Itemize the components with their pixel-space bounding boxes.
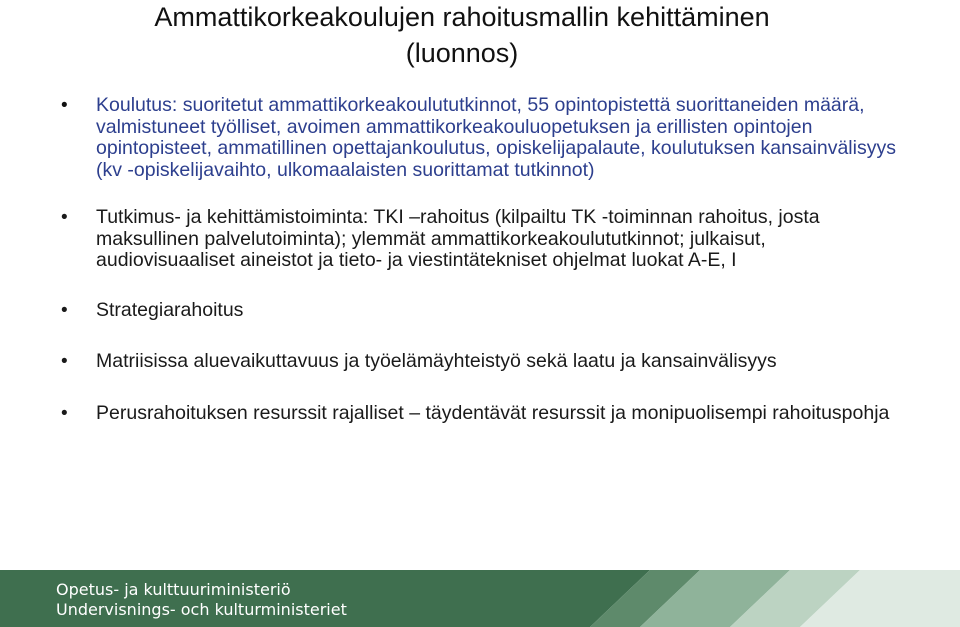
ministry-name-swedish: Undervisnings- och kulturministeriet	[56, 600, 347, 619]
slide-title	[0, 0, 924, 70]
slide-title-line2: (luonnos)	[405, 38, 519, 68]
ministry-name-finnish: Opetus- ja kulttuuriministeriö	[56, 580, 291, 599]
slide-title-line1: Ammattikorkeakoulujen rahoitusmallin kehittäminen	[154, 2, 770, 32]
bullet-item-matriisi: • Matriisissa aluevaikuttavuus ja työelämäyhteistyö sekä laatu ja kansainvälisyys	[0, 351, 900, 373]
bullet-item-strategiarahoitus: • Strategiarahoitus	[0, 300, 900, 322]
bullet-item-koulutus: • Koulutus: suoritetut ammattikorkeakoulututkinnot, 55 opintopistettä suorittaneiden määrä, valmistuneet työlliset, avoimen ammattikorkeakouluopetuksen ja erillisten opintojen opintopisteet, ammatillinen opettajankoulutus, opiskelijapalaute, koulutuksen kansainvälisyys (kv -opiskelijavaihto, ulkomaalaisten suorittamat tutkinnot)	[0, 95, 900, 181]
footer-band	[0, 570, 960, 627]
bullet-item-tutkimus: • Tutkimus- ja kehittämistoiminta: TKI –rahoitus (kilpailtu TK -toiminnan rahoitus, josta maksullinen palvelutoiminta); ylemmät ammattikorkeakoulututkinnot; julkaisut, audiovisuaaliset aineistot ja tieto- ja viestintätekniset ohjelmat luokat A-E, I	[0, 207, 900, 272]
bullet-item-perusrahoitus: • Perusrahoituksen resurssit rajalliset – täydentävät resurssit ja monipuolisempi rahoituspohja	[0, 403, 900, 425]
ministry-logo-text	[56, 580, 347, 620]
bullet-list	[0, 95, 900, 424]
